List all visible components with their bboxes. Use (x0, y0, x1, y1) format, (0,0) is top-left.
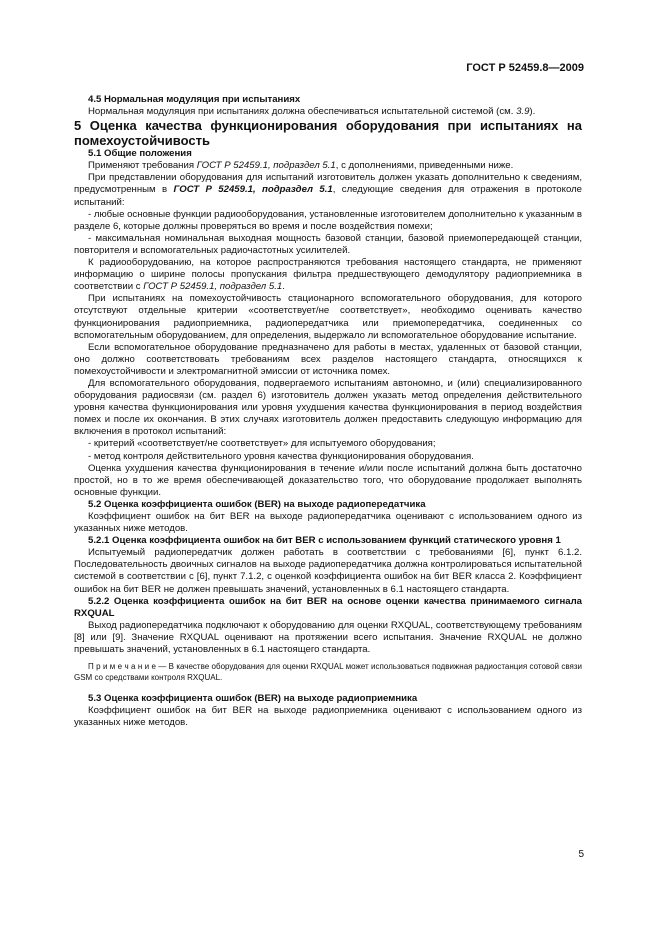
section-5-1-heading: 5.1 Общие положения (88, 148, 192, 160)
section-4-5-heading: 4.5 Нормальная модуляция при испытаниях (88, 94, 301, 105)
list-item: - метод контроля действительного уровня качества функционирования оборудования. (88, 450, 474, 462)
list-item: - любые основные функции радиооборудования, установленные изготовителем дополнительно к указанным в разделе 6, которые должны проверяться во время и после воздействия помехи; (74, 208, 582, 232)
note: П р и м е ч а н и е — В качестве оборудования для оценки RXQUAL может использоваться подвижная радиостанция сотовой связи GSM со средствами контроля RXQUAL. (74, 662, 582, 682)
section-5-2-2-heading: 5.2.2 Оценка коэффициента ошибок на бит BER на основе оценки качества принимаемого сигнала RXQUAL (74, 595, 582, 619)
section-5-1-p1: Применяют требования ГОСТ Р 52459.1, подраздел 5.1, с дополнениями, приведенными ниже. (88, 160, 514, 172)
section-5-2-2-p1: Выход радиопередатчика подключают к оборудованию для оценки RXQUAL, соответствующему требованиям [8] или [9]. Значение RXQUAL оценивают на протяжении всего испытания. Значение RXQUAL не должно превышать значений, установленных в 6.1 настоящего стандарта. (74, 619, 582, 656)
section-5-2-1-heading: 5.2.1 Оценка коэффициента ошибок на бит BER с использованием функций статического уровня 1 (88, 535, 561, 547)
section-5-3-heading: 5.3 Оценка коэффициента ошибок (BER) на выходе радиоприемника (88, 693, 418, 705)
standard-code: ГОСТ Р 52459.8—2009 (466, 62, 584, 74)
list-item: - максимальная номинальная выходная мощность базовой станции, базовой приемопередающей станции, повторителя и вспомогательных радиочастотных усилителей. (74, 232, 582, 256)
section-5-1-p6: Для вспомогательного оборудования, подвергаемого испытаниям автономно, и (или) специализированного оборудования радиосвязи (см. раздел 6) изготовитель должен указать метод определения действительного уровня качества функционирования или уровня ухудшения качества функционирования в период воздействия помех и после их окончания. В этих случаях изготовитель должен предоставить следующую информацию для включения в протокол испытаний: (74, 377, 582, 438)
section-5-2-p1: Коэффициент ошибок на бит BER на выходе радиопередатчика оценивают с использованием одного из указанных ниже методов. (74, 511, 582, 535)
section-5-1-p4: При испытаниях на помехоустойчивость стационарного вспомогательного оборудования, для которого отсутствуют отдельные критерии «соответствует/не соответствует», необходимо оценивать качество функционирования радиоприемника, радиопередатчика или приемопередатчика, соединенных со вспомогательным оборудованием, для определения, выдержало ли вспомогательное оборудование испытание. (74, 293, 582, 341)
list-item: - критерий «соответствует/не соответствует» для испытуемого оборудования; (88, 438, 436, 450)
section-5-1-p5: Если вспомогательное оборудование предназначено для работы в местах, удаленных от базовой станции, оно должно соответствовать требованиям всех разделов настоящего стандарта, относящихся к помехоустойчивости и электромагнитной эмиссии от источника помех. (74, 341, 582, 377)
page-number: 5 (578, 849, 584, 860)
section-5-3-p1: Коэффициент ошибок на бит BER на выходе радиоприемника оценивают с использованием одного из указанных ниже методов. (74, 705, 582, 729)
section-5-2-heading: 5.2 Оценка коэффициента ошибок (BER) на выходе радиопередатчика (88, 498, 426, 510)
section-5-2-1-p1: Испытуемый радиопередатчик должен работать в соответствии с требованиями [6], пункт 6.1.2. Последовательность двоичных сигналов на выходе радиопередатчика должна контролироваться испытательной системой в соответствии с [6], пункт 7.1.2, с оценкой коэффициента ошибок на бит BER класса 2. Коэффициент ошибок на бит BER не должен превышать значений, установленных в 6.1 настоящего стандарта. (74, 547, 582, 595)
section-4-5-text: Нормальная модуляция при испытаниях должна обеспечиваться испытательной системой (см. 3.9). (88, 106, 536, 118)
section-5-title: 5 Оценка качества функционирования оборудования при испытаниях на помехоустойчивость (74, 118, 582, 149)
section-5-1-p3: К радиооборудованию, на которое распространяются требования настоящего стандарта, не применяют информацию о ширине полосы пропускания фильтра предшествующего демодулятору радиоприемника в соответствии с ГОСТ Р 52459.1, подраздел 5.1. (74, 257, 582, 293)
section-5-1-p7: Оценка ухудшения качества функционирования в течение и/или после испытаний должна быть достаточно простой, но в то же время обеспечивающей доказательство того, что оборудование продолжает выполнять основные функции. (74, 462, 582, 498)
page-content (74, 94, 582, 729)
section-5-1-p2: При представлении оборудования для испытаний изготовитель должен указать дополнительно к сведениям, предусмотренным в ГОСТ Р 52459.1, подраздел 5.1, следующие сведения для отражения в протоколе испытаний: (74, 172, 582, 208)
